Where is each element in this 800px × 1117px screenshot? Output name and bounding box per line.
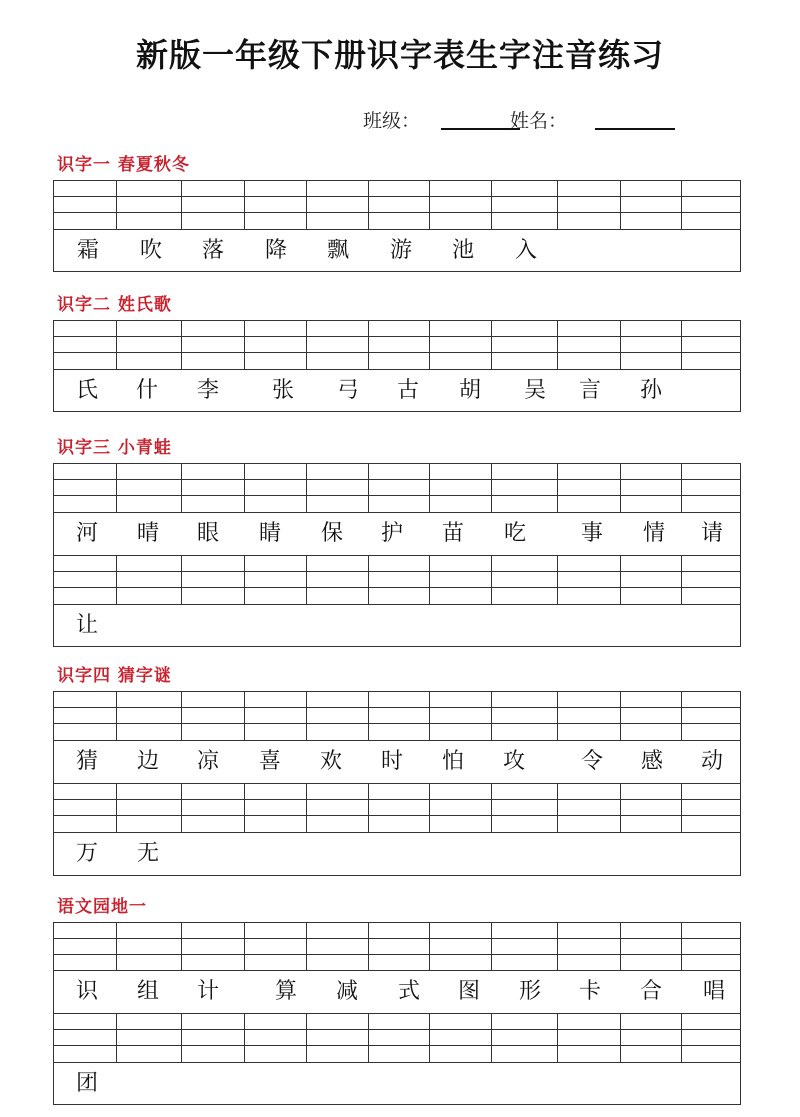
pinyin-cell[interactable]: [54, 692, 117, 741]
hanzi-character: 吴: [523, 377, 547, 403]
pinyin-cell[interactable]: [492, 464, 558, 513]
hanzi-character: 晴: [136, 520, 160, 546]
pinyin-cell[interactable]: [245, 784, 307, 833]
pinyin-cell[interactable]: [54, 464, 117, 513]
pinyin-cell[interactable]: [682, 1014, 742, 1063]
section-title: 识字三 小青蛙: [57, 438, 172, 458]
pinyin-cell[interactable]: [54, 556, 117, 605]
pinyin-cell[interactable]: [182, 923, 245, 971]
section-title: 识字二 姓氏歌: [57, 295, 172, 315]
pinyin-cell[interactable]: [558, 923, 621, 971]
pinyin-cell[interactable]: [245, 692, 307, 741]
hanzi-character: 落: [201, 237, 225, 263]
pinyin-cell[interactable]: [369, 692, 430, 741]
pinyin-cell[interactable]: [117, 692, 182, 741]
hanzi-character: 图: [457, 978, 481, 1004]
pinyin-cell[interactable]: [558, 784, 621, 833]
pinyin-cell[interactable]: [682, 784, 742, 833]
hanzi-character: 氏: [75, 377, 99, 403]
hanzi-character: 苗: [441, 520, 465, 546]
pinyin-cell[interactable]: [492, 1014, 558, 1063]
pinyin-cell[interactable]: [558, 321, 621, 370]
hanzi-character: 计: [196, 978, 220, 1004]
pinyin-cell[interactable]: [307, 181, 369, 230]
hanzi-character: 识: [75, 978, 99, 1004]
pinyin-cell[interactable]: [369, 923, 430, 971]
writing-grid: [53, 180, 741, 272]
pinyin-cell[interactable]: [492, 923, 558, 971]
pinyin-cell[interactable]: [682, 464, 742, 513]
class-label: 班级：: [363, 110, 421, 132]
pinyin-cell[interactable]: [430, 692, 492, 741]
pinyin-cell[interactable]: [492, 181, 558, 230]
hanzi-character: 凉: [196, 748, 220, 774]
pinyin-cell[interactable]: [492, 784, 558, 833]
section-title: 识字四 猜字谜: [57, 666, 172, 686]
hanzi-character: 古: [396, 377, 420, 403]
hanzi-character: 吃: [503, 520, 527, 546]
pinyin-cell[interactable]: [245, 923, 307, 971]
pinyin-cell[interactable]: [307, 464, 369, 513]
pinyin-cell[interactable]: [369, 321, 430, 370]
pinyin-cell[interactable]: [369, 464, 430, 513]
pinyin-cell[interactable]: [117, 1014, 182, 1063]
pinyin-cell[interactable]: [682, 692, 742, 741]
pinyin-cell[interactable]: [682, 321, 742, 370]
pinyin-cell[interactable]: [492, 321, 558, 370]
writing-grid: [53, 320, 741, 412]
pinyin-cell[interactable]: [182, 692, 245, 741]
pinyin-cell[interactable]: [307, 556, 369, 605]
hanzi-character: 请: [700, 520, 724, 546]
hanzi-character: 令: [580, 748, 604, 774]
hanzi-character: 卡: [578, 978, 602, 1004]
hanzi-character: 无: [136, 841, 160, 866]
pinyin-cell[interactable]: [245, 556, 307, 605]
pinyin-cell[interactable]: [117, 923, 182, 971]
pinyin-cell[interactable]: [558, 464, 621, 513]
hanzi-character: 李: [196, 377, 220, 403]
pinyin-cell[interactable]: [430, 784, 492, 833]
pinyin-cell[interactable]: [621, 464, 682, 513]
pinyin-cell[interactable]: [307, 321, 369, 370]
pinyin-cell[interactable]: [307, 692, 369, 741]
hanzi-character: 感: [640, 748, 664, 774]
pinyin-cell[interactable]: [369, 784, 430, 833]
hanzi-character: 情: [642, 520, 666, 546]
pinyin-cell[interactable]: [307, 923, 369, 971]
pinyin-cell[interactable]: [307, 1014, 369, 1063]
pinyin-cell[interactable]: [430, 181, 492, 230]
pinyin-cell[interactable]: [117, 784, 182, 833]
hanzi-character: 胡: [458, 377, 482, 403]
hanzi-character: 万: [75, 841, 99, 866]
pinyin-cell[interactable]: [117, 321, 182, 370]
pinyin-cell[interactable]: [117, 464, 182, 513]
hanzi-character: 保: [320, 520, 344, 546]
pinyin-cell[interactable]: [430, 1014, 492, 1063]
writing-grid: [53, 691, 741, 876]
hanzi-character: 孙: [639, 377, 663, 403]
pinyin-cell[interactable]: [117, 181, 182, 230]
pinyin-cell[interactable]: [182, 784, 245, 833]
hanzi-character: 唱: [702, 978, 726, 1004]
hanzi-character: 团: [75, 1070, 99, 1096]
pinyin-cell[interactable]: [621, 181, 682, 230]
pinyin-cell[interactable]: [245, 181, 307, 230]
hanzi-character: 池: [451, 237, 475, 263]
pinyin-cell[interactable]: [621, 784, 682, 833]
hanzi-character: 式: [397, 978, 421, 1004]
pinyin-cell[interactable]: [558, 692, 621, 741]
pinyin-cell[interactable]: [621, 923, 682, 971]
hanzi-character: 张: [271, 377, 295, 403]
section-title: 识字一 春夏秋冬: [57, 155, 190, 175]
hanzi-character: 减: [335, 978, 359, 1004]
pinyin-cell[interactable]: [54, 1014, 117, 1063]
pinyin-cell[interactable]: [492, 556, 558, 605]
hanzi-character: 言: [578, 377, 602, 403]
hanzi-character: 吹: [139, 237, 163, 263]
hanzi-character: 怕: [441, 748, 465, 774]
pinyin-cell[interactable]: [430, 321, 492, 370]
hanzi-character: 边: [136, 748, 160, 774]
hanzi-character: 弓: [336, 377, 360, 403]
pinyin-cell[interactable]: [54, 784, 117, 833]
pinyin-cell[interactable]: [682, 923, 742, 971]
pinyin-cell[interactable]: [621, 692, 682, 741]
pinyin-cell[interactable]: [682, 181, 742, 230]
pinyin-cell[interactable]: [182, 556, 245, 605]
pinyin-cell[interactable]: [621, 321, 682, 370]
hanzi-character: 眼: [196, 520, 220, 546]
writing-grid: [53, 463, 741, 647]
pinyin-cell[interactable]: [117, 556, 182, 605]
pinyin-cell[interactable]: [182, 464, 245, 513]
pinyin-cell[interactable]: [369, 181, 430, 230]
hanzi-character: 什: [135, 377, 159, 403]
hanzi-character: 霜: [76, 237, 100, 263]
hanzi-character: 组: [136, 978, 160, 1004]
section-title: 语文园地一: [57, 897, 147, 917]
pinyin-cell[interactable]: [621, 1014, 682, 1063]
pinyin-cell[interactable]: [182, 1014, 245, 1063]
hanzi-character: 事: [580, 520, 604, 546]
pinyin-cell[interactable]: [558, 556, 621, 605]
pinyin-cell[interactable]: [430, 556, 492, 605]
hanzi-character: 动: [700, 748, 724, 774]
hanzi-character: 欢: [319, 748, 343, 774]
pinyin-cell[interactable]: [307, 784, 369, 833]
hanzi-character: 时: [380, 748, 404, 774]
hanzi-character: 飘: [326, 237, 350, 263]
pinyin-cell[interactable]: [245, 464, 307, 513]
pinyin-cell[interactable]: [182, 321, 245, 370]
pinyin-cell[interactable]: [558, 181, 621, 230]
writing-grid: [53, 922, 741, 1105]
pinyin-cell[interactable]: [182, 181, 245, 230]
hanzi-character: 攻: [502, 748, 526, 774]
hanzi-character: 睛: [258, 520, 282, 546]
pinyin-cell[interactable]: [54, 321, 117, 370]
hanzi-character: 入: [514, 237, 538, 263]
class-blank-line[interactable]: [441, 128, 520, 130]
hanzi-character: 降: [264, 237, 288, 263]
pinyin-cell[interactable]: [245, 1014, 307, 1063]
pinyin-cell[interactable]: [369, 1014, 430, 1063]
pinyin-cell[interactable]: [54, 923, 117, 971]
hanzi-character: 河: [75, 520, 99, 546]
name-label: 姓名：: [510, 110, 568, 132]
hanzi-character: 护: [380, 520, 404, 546]
pinyin-cell[interactable]: [492, 692, 558, 741]
worksheet-title: 新版一年级下册识字表生字注音练习: [135, 36, 664, 74]
hanzi-character: 算: [274, 978, 298, 1004]
pinyin-cell[interactable]: [682, 556, 742, 605]
pinyin-cell[interactable]: [245, 321, 307, 370]
name-blank-line[interactable]: [595, 128, 675, 130]
pinyin-cell[interactable]: [430, 923, 492, 971]
hanzi-character: 游: [389, 237, 413, 263]
hanzi-character: 喜: [258, 748, 282, 774]
pinyin-cell[interactable]: [430, 464, 492, 513]
hanzi-character: 让: [75, 612, 99, 638]
hanzi-character: 猜: [75, 748, 99, 774]
pinyin-cell[interactable]: [369, 556, 430, 605]
hanzi-character: 形: [518, 978, 542, 1004]
pinyin-cell[interactable]: [558, 1014, 621, 1063]
pinyin-cell[interactable]: [621, 556, 682, 605]
pinyin-cell[interactable]: [54, 181, 117, 230]
hanzi-character: 合: [639, 978, 663, 1004]
